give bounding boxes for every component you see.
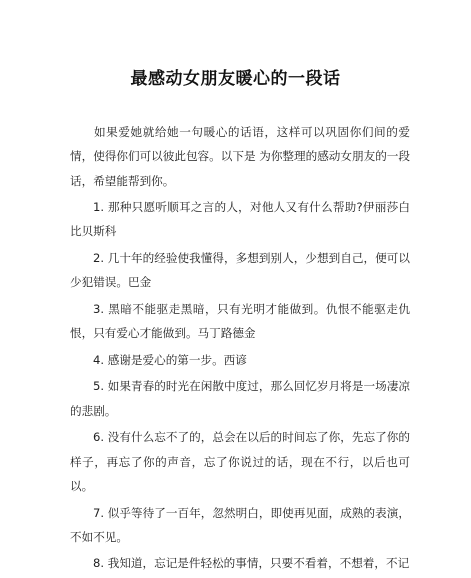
quote-item-7: 7. 似乎等待了一百年，忽然明白，即使再见面，成熟的表演，不如不见。 (70, 505, 410, 544)
quote-item-4: 4. 感谢是爱心的第一步。西谚 (93, 352, 247, 367)
quote-item-3: 3. 黑暗不能驱走黑暗，只有光明才能做到。仇恨不能驱走仇恨，只有爱心才能做到。马丁路德金 (70, 301, 410, 341)
quote-item-1: 1. 那种只愿听顺耳之言的人，对他人又有什么帮助?伊丽莎白比贝斯科 (70, 200, 410, 239)
quote-item-6: 6. 没有什么忘不了的，总会在以后的时间忘了你，先忘了你的样子，再忘了你的声音，忘了你说过的话，现在不行，以后也可以。 (70, 430, 410, 493)
quote-item-2: 2. 几十年的经验使我懂得，多想到别人，少想到自己，便可以少犯错误。巴金 (70, 251, 410, 290)
quote-item-5: 5. 如果青春的时光在闲散中度过，那么回忆岁月将是一场凄凉的悲剧。 (70, 379, 410, 418)
document-body (70, 120, 410, 578)
document-title: 最感动女朋友暖心的一段话 (130, 69, 341, 89)
quote-item-8: 8. 我知道，忘记是件轻松的事情，只要不看着，不想着，不记 (93, 556, 410, 571)
intro-paragraph: 如果爱她就给她一句暖心的话语，这样可以巩固你们间的爱情，使得你们可以彼此包容。以下是 为你整理的感动女朋友的一段话，希望能帮到你。 (70, 125, 410, 188)
